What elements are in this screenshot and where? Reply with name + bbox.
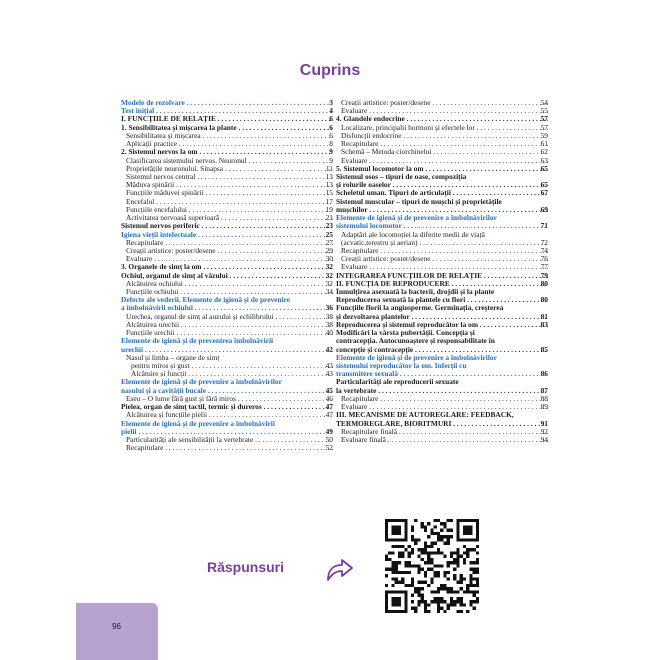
toc-entry xyxy=(121,362,333,370)
toc-entry-page: 47 xyxy=(325,411,333,420)
answers-label: Răspunsuri xyxy=(207,559,285,575)
toc-entry-page: 91 xyxy=(540,419,548,428)
toc-entry-page: 29 xyxy=(325,246,333,255)
toc-entry-label: 2. Sistemul nervos la om . . . xyxy=(121,148,333,156)
toc-entry-page: 40 xyxy=(325,329,333,338)
toc-entry xyxy=(121,99,333,107)
toc-entry-page: 32 xyxy=(325,263,333,272)
toc-entry xyxy=(121,313,333,321)
toc-entry-label: Creații artistice: poster/desene . . . xyxy=(341,99,548,107)
toc-entry-page: 23 xyxy=(325,222,333,231)
toc-entry-page: 47 xyxy=(325,403,333,412)
toc-entry-page: 9 xyxy=(329,156,333,165)
toc-entry-label: Particularități ale reproducerii sexuate xyxy=(336,378,459,387)
toc-entry xyxy=(336,403,548,411)
toc-entry xyxy=(336,132,548,140)
toc-entry-page: 25 xyxy=(325,230,333,239)
toc-entry-label: Nasul și limba – organe de simț xyxy=(126,353,220,362)
toc-entry xyxy=(336,395,548,403)
toc-entry xyxy=(336,321,548,329)
toc-entry-label: la vertebrate . . . xyxy=(336,387,548,395)
toc-entry xyxy=(336,354,548,362)
toc-entry-label: 1. Sensibilitatea și mișcarea la plante . . . xyxy=(121,124,333,132)
toc-entry-label: Recapitulare finală . . . xyxy=(341,428,548,436)
toc-entry xyxy=(121,420,333,428)
toc-entry-page: 27 xyxy=(325,238,333,247)
toc-entry-page: 55 xyxy=(540,107,548,116)
toc-entry-label: Înmulțirea asexuată la bacterii, drojdii și la plante xyxy=(336,288,495,297)
toc-entry-label: sistemului reproducător la om. Infecții cu xyxy=(336,362,467,370)
qr-code xyxy=(385,519,479,613)
toc-entry-page: 76 xyxy=(540,255,548,264)
toc-entry-page: 67 xyxy=(540,189,548,198)
toc-entry xyxy=(121,140,333,148)
toc-entry-label: III. MECANISME DE AUTOREGLARE: FEEDBACK, xyxy=(336,411,514,420)
toc-entry-page: 69 xyxy=(540,205,548,214)
toc-entry xyxy=(121,395,333,403)
toc-entry-label: (acvatic,terestru și aerian) . . . xyxy=(341,239,548,247)
toc-entry-label: Funcțiile florii la angiosperme. Germinația, creșterea xyxy=(336,304,504,313)
toc-entry-page: 6 xyxy=(329,131,333,140)
toc-entry-page: 30 xyxy=(325,255,333,264)
toc-entry-label: Modificări la vârsta pubertății. Concepția și xyxy=(336,329,475,338)
toc-entry-label: Aplicații practice . . . xyxy=(126,140,333,148)
toc-entry xyxy=(121,239,333,247)
toc-entry xyxy=(336,370,548,378)
toc-entry-label: Defecte ale vederii. Elemente de igienă și de prevenire xyxy=(121,296,291,305)
toc-entry-label: Alcătuire și funcții . . . xyxy=(131,370,333,378)
toc-entry xyxy=(336,165,548,173)
toc-entry xyxy=(121,296,333,304)
toc-entry xyxy=(336,189,548,197)
toc-entry-page: 3 xyxy=(329,99,333,107)
toc-entry-label: contracepția. Autocunoaștere și responsabilitate în xyxy=(336,337,495,346)
toc-entry-page: 8 xyxy=(329,140,333,149)
toc-entry xyxy=(121,263,333,271)
toc-entry-label: Elemente de igienă și de prevenire a îmbolnăvirilor xyxy=(336,353,497,362)
toc-entry xyxy=(121,288,333,296)
toc-entry-label: Scheletul uman. Tipuri de articulații . . . xyxy=(336,189,548,197)
toc-entry-label: pielii . . . xyxy=(121,428,333,436)
toc-entry-page: 13 xyxy=(325,172,333,181)
toc-entry xyxy=(336,255,548,263)
toc-entry xyxy=(121,337,333,345)
toc-entry xyxy=(336,280,548,288)
toc-entry-label: Creații artistice: poster/desene . . . xyxy=(341,255,548,263)
toc-entry xyxy=(121,346,333,354)
toc-entry-label: Igiena vieții intelectuale . . . xyxy=(121,231,333,239)
toc-entry-label: Evaluare . . . xyxy=(341,403,548,411)
toc-entry-label: Activitatea nervoasă superioară . . . xyxy=(126,214,333,222)
toc-entry-label: 5. Sistemul locomotor la om . . . xyxy=(336,165,548,173)
toc-entry-page: 32 xyxy=(325,279,333,288)
toc-entry xyxy=(121,304,333,312)
toc-entry-label: Măduva spinării . . . xyxy=(126,181,333,189)
toc-entry-page: 21 xyxy=(325,214,333,223)
toc-column-right xyxy=(336,99,548,444)
toc-entry xyxy=(336,214,548,222)
toc-entry-label: Modele de rezolvare . . . xyxy=(121,99,333,107)
toc-entry-label: 4. Glandele endocrine . . . xyxy=(336,115,548,123)
toc-entry-label: Adaptări ale locomoției la diferite medii de viață xyxy=(341,230,485,239)
toc-entry xyxy=(121,411,333,419)
toc-entry-page: 42 xyxy=(325,345,333,354)
toc-entry-page: 86 xyxy=(540,370,548,379)
toc-entry-label: Reproducerea și sistemul reproducător la om . . . xyxy=(336,321,548,329)
toc-entry-page: 34 xyxy=(325,288,333,297)
toc-entry xyxy=(336,148,548,156)
toc-entry-page: 46 xyxy=(325,394,333,403)
toc-entry-label: sistemului locomotor . . . xyxy=(336,222,548,230)
toc-entry-label: Elemente de igienă și de prevenire a îmbolnăvirii xyxy=(121,419,275,428)
toc-entry xyxy=(121,370,333,378)
toc-entry-label: Funcțiile encefalului . . . xyxy=(126,206,333,214)
toc-entry-page: 38 xyxy=(325,312,333,321)
toc-entry-label: urechii . . . xyxy=(121,346,333,354)
toc-entry xyxy=(336,222,548,230)
toc-entry-page: 65 xyxy=(540,164,548,173)
toc-entry-page: 11 xyxy=(325,164,333,173)
toc-entry-page: 9 xyxy=(329,148,333,157)
toc-entry xyxy=(336,304,548,312)
toc-entry-page: 57 xyxy=(540,123,548,132)
toc-entry xyxy=(336,420,548,428)
toc-entry-label: Test inițial . . . xyxy=(121,107,333,115)
toc-entry xyxy=(121,157,333,165)
toc-entry xyxy=(121,206,333,214)
toc-entry xyxy=(336,288,548,296)
toc-entry-page: 43 xyxy=(325,370,333,379)
toc-entry xyxy=(121,329,333,337)
toc-entry-label: Encefalul . . . xyxy=(126,198,333,206)
toc-entry-label: Eseu – O lume fără gust și fără miros . . . xyxy=(126,395,333,403)
toc-entry-label: Sistemul nervos central . . . xyxy=(126,173,333,181)
toc-entry xyxy=(121,115,333,123)
toc-entry xyxy=(121,321,333,329)
toc-entry-label: Sistemul muscular – tipuri de mușchi și proprietățile xyxy=(336,197,502,206)
curved-arrow-icon xyxy=(322,550,358,586)
toc-entry xyxy=(121,198,333,206)
toc-entry xyxy=(336,206,548,214)
toc-entry-label: Recapitulare . . . xyxy=(341,140,548,148)
toc-entry-page: 38 xyxy=(325,320,333,329)
toc-entry xyxy=(121,247,333,255)
toc-entry-page: 36 xyxy=(325,304,333,313)
toc-entry-label: 3. Organele de simț la om . . . xyxy=(121,263,333,271)
toc-entry-label: Sistemul osos – tipuri de oase, compoziția xyxy=(336,172,467,181)
toc-entry-page: 49 xyxy=(325,427,333,436)
toc-entry xyxy=(121,132,333,140)
toc-entry-page: 88 xyxy=(540,394,548,403)
toc-entry xyxy=(121,436,333,444)
toc-entry xyxy=(336,247,548,255)
toc-entry-page: 6 xyxy=(329,115,333,124)
toc-entry xyxy=(121,378,333,386)
toc-entry-label: a îmbolnăvirii ochiului . . . xyxy=(121,304,333,312)
toc-entry-page: 4 xyxy=(329,107,333,116)
toc-entry xyxy=(336,173,548,181)
toc-entry-page: 63 xyxy=(540,156,548,165)
toc-entry-page: 52 xyxy=(325,444,333,453)
toc-entry-label: Evaluare . . . xyxy=(341,157,548,165)
toc-column-left xyxy=(121,99,333,452)
toc-entry-page: 43 xyxy=(325,362,333,370)
toc-entry xyxy=(336,436,548,444)
toc-entry-label: mușchilor . . . xyxy=(336,206,548,214)
toc-entry-label: Sistemul nervos periferic . . . xyxy=(121,222,333,230)
toc-entry-page: 94 xyxy=(540,435,548,444)
toc-entry-page: 65 xyxy=(540,181,548,190)
toc-entry xyxy=(336,272,548,280)
toc-entry-label: Ochiul, organul de simț al văzului . . . xyxy=(121,272,333,280)
toc-entry xyxy=(336,387,548,395)
toc-entry-page: 6 xyxy=(329,123,333,132)
toc-entry-label: Alcătuirea și funcțiile pielii . . . xyxy=(126,411,333,419)
toc-entry-label: Funcțiile urechii . . . xyxy=(126,329,333,337)
toc-entry-label: și rolurile oaselor . . . xyxy=(336,181,548,189)
toc-entry-label: Urechea, organul de simț al auzului și echilibrului . . . xyxy=(126,313,333,321)
toc-entry-page: 32 xyxy=(325,271,333,280)
toc-entry-label: Creații artistice: poster/desene . . . xyxy=(126,247,333,255)
toc-entry-label: Evaluare . . . xyxy=(341,263,548,271)
toc-entry-label: Recapitulare . . . xyxy=(341,395,548,403)
toc-entry-label: pentru miros și gust . . . xyxy=(131,362,333,370)
toc-entry-label: Disfuncții endocrine . . . xyxy=(341,132,548,140)
toc-entry-page: 71 xyxy=(540,222,548,231)
toc-entry xyxy=(121,214,333,222)
toc-entry-label: și dezvoltarea plantelor . . . xyxy=(336,313,548,321)
toc-entry xyxy=(336,263,548,271)
toc-entry-label: Funcțiile măduvei spinării . . . xyxy=(126,189,333,197)
toc-entry-label: II. FUNCȚIA DE REPRODUCERE . . . xyxy=(336,280,548,288)
toc-entry-label: Pielea, organ de simț tactil, termic și dureros . . . xyxy=(121,403,333,411)
toc-entry xyxy=(336,378,548,386)
toc-entry-label: transmitere sexuală . . . xyxy=(336,370,548,378)
toc-entry-label: Proprietățile neuronului. Sinapsa . . . xyxy=(126,165,333,173)
toc-entry xyxy=(121,444,333,452)
page-number: 96 xyxy=(112,622,121,631)
toc-entry-page: 62 xyxy=(540,148,548,157)
toc-entry-page: 79 xyxy=(540,271,548,280)
toc-entry xyxy=(336,181,548,189)
toc-entry xyxy=(121,148,333,156)
toc-entry-label: INTEGRAREA FUNCȚIILOR DE RELAȚIE . . . xyxy=(336,272,548,280)
toc-entry-label: Localizare, principalii hormoni și efectele lor . . . xyxy=(341,124,548,132)
toc-entry-label: TERMOREGLARE, BIORITMURI . . . xyxy=(336,420,548,428)
toc-entry-label: Evaluare . . . xyxy=(341,107,548,115)
toc-entry xyxy=(121,354,333,362)
toc-entry xyxy=(121,189,333,197)
toc-entry-page: 13 xyxy=(325,181,333,190)
toc-entry-label: Sensibilitatea și mișcarea . . . xyxy=(126,132,333,140)
toc-entry xyxy=(336,157,548,165)
toc-entry-label: Recapitulare . . . xyxy=(126,444,333,452)
toc-entry xyxy=(121,222,333,230)
toc-entry-page: 19 xyxy=(325,205,333,214)
toc-entry-label: Alcătuirea ochiului . . . xyxy=(126,280,333,288)
toc-entry-label: Elemente de igienă și de prevenire a îmbolnăvirilor xyxy=(121,378,282,387)
toc-entry xyxy=(121,272,333,280)
toc-entry-page: 89 xyxy=(540,403,548,412)
toc-entry-label: Particularități ale sensibilității la vertebrate . . . xyxy=(126,436,333,444)
toc-entry xyxy=(121,428,333,436)
toc-entry xyxy=(121,231,333,239)
toc-entry xyxy=(336,346,548,354)
toc-entry-label: concepție și contracepție . . . xyxy=(336,346,548,354)
toc-entry xyxy=(336,124,548,132)
toc-entry-page: 57 xyxy=(540,115,548,124)
toc-entry-page: 59 xyxy=(540,131,548,140)
toc-entry-label: Elemente de igienă și de prevenire a îmbolnăvirilor xyxy=(336,214,497,223)
toc-entry xyxy=(121,181,333,189)
toc-entry-page: 80 xyxy=(540,296,548,305)
toc-entry xyxy=(336,231,548,239)
toc-entry xyxy=(336,362,548,370)
toc-entry xyxy=(336,99,548,107)
toc-entry xyxy=(121,165,333,173)
toc-entry-page: 85 xyxy=(540,345,548,354)
toc-entry xyxy=(336,239,548,247)
page-title: Cuprins xyxy=(299,62,361,79)
toc-entry xyxy=(121,280,333,288)
toc-entry xyxy=(336,115,548,123)
page-number-tab xyxy=(76,603,158,660)
toc-entry-page: 72 xyxy=(540,238,548,247)
toc-entry-page: 81 xyxy=(540,312,548,321)
toc-entry-label: Schemă – Metoda ciorchinelui . . . xyxy=(341,148,548,156)
toc-entry-label: I. FUNCȚIILE DE RELAȚIE . . . xyxy=(121,115,333,123)
toc-entry-page: 92 xyxy=(540,427,548,436)
toc-entry xyxy=(121,403,333,411)
toc-entry-label: Recapitulare . . . xyxy=(126,239,333,247)
toc-entry-page: 54 xyxy=(540,99,548,107)
toc-entry xyxy=(121,173,333,181)
toc-entry-label: Alcătuirea urechii . . . xyxy=(126,321,333,329)
toc-entry-label: Reproducerea sexuată la plantele cu flori . . . xyxy=(336,296,548,304)
toc-entry-page: 80 xyxy=(540,279,548,288)
toc-entry-page: 45 xyxy=(325,386,333,395)
toc-entry xyxy=(336,107,548,115)
toc-entry-label: nasului și a cavității bucale . . . xyxy=(121,387,333,395)
toc-entry xyxy=(336,313,548,321)
toc-entry xyxy=(121,387,333,395)
toc-entry-page: 15 xyxy=(325,189,333,198)
toc-entry xyxy=(336,329,548,337)
toc-entry-page: 74 xyxy=(540,246,548,255)
toc-entry-page: 87 xyxy=(540,386,548,395)
toc-entry-label: Elemente de igienă și de prevenirea îmbolnăvirii xyxy=(121,337,274,346)
toc-entry xyxy=(336,198,548,206)
toc-entry-label: Clasificarea sistemului nervos. Neuronul . . . xyxy=(126,157,333,165)
toc-entry-label: Funcțiile ochiului . . . xyxy=(126,288,333,296)
toc-entry xyxy=(336,337,548,345)
toc-entry-page: 17 xyxy=(325,197,333,206)
toc-entry-page: 61 xyxy=(540,140,548,149)
toc-entry-label: Evaluare . . . xyxy=(126,255,333,263)
toc-entry xyxy=(336,296,548,304)
toc-entry-page: 50 xyxy=(325,435,333,444)
toc-entry xyxy=(336,428,548,436)
toc-entry xyxy=(121,124,333,132)
toc-entry-label: Recapitulare . . . xyxy=(341,247,548,255)
toc-entry-page: 83 xyxy=(540,320,548,329)
toc-entry xyxy=(336,140,548,148)
toc-entry xyxy=(121,255,333,263)
toc-entry-label: Evaluare finală . . . xyxy=(341,436,548,444)
toc-entry-page: 77 xyxy=(540,263,548,272)
toc-entry xyxy=(336,411,548,419)
toc-entry xyxy=(121,107,333,115)
